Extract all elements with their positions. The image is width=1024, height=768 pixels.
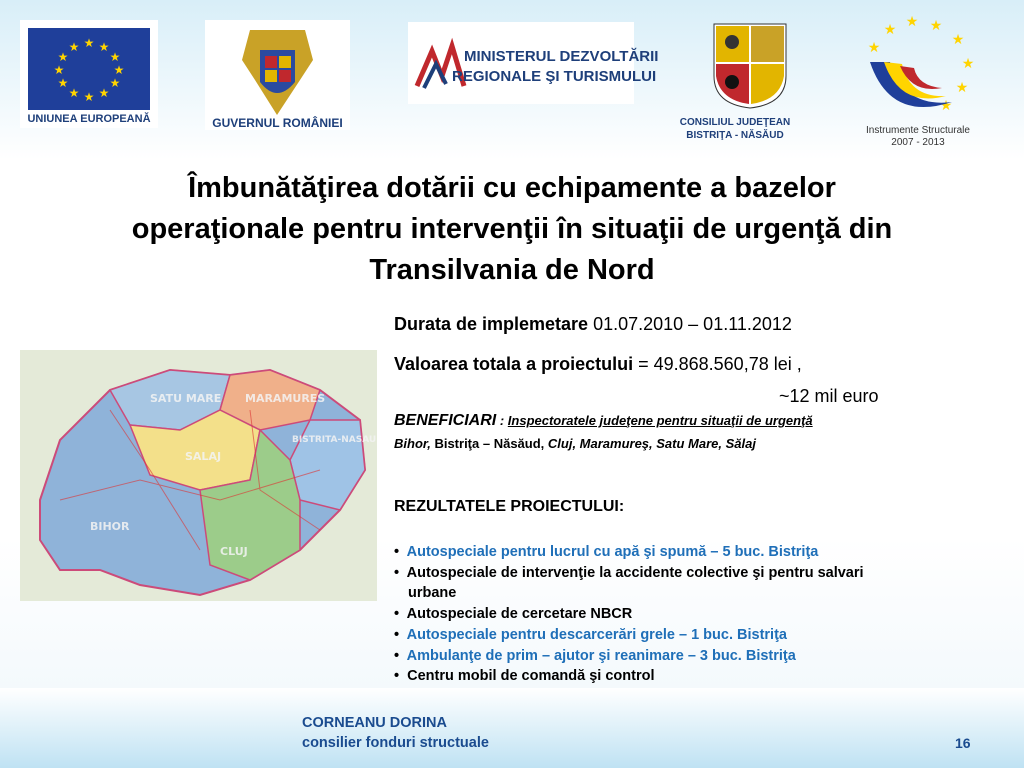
beneficiari-row bbox=[394, 412, 813, 430]
duration-label: Durata de implemetare bbox=[394, 314, 589, 334]
ministry-logo bbox=[408, 22, 659, 104]
beneficiari-label: BENEFICIARI bbox=[394, 412, 497, 429]
slide-title bbox=[40, 168, 984, 291]
coat-of-arms-icon bbox=[205, 20, 350, 120]
instruments-caption-line1: Instrumente Structurale bbox=[866, 125, 970, 136]
result-item bbox=[394, 668, 654, 684]
eu-logo bbox=[20, 20, 158, 128]
counties-row bbox=[394, 436, 756, 451]
svg-text:★: ★ bbox=[867, 40, 881, 56]
eu-caption: UNIUNEA EUROPEANĂ bbox=[27, 113, 151, 125]
svg-text:★: ★ bbox=[57, 76, 69, 90]
bullet: • bbox=[394, 565, 400, 581]
svg-text:★: ★ bbox=[57, 50, 69, 64]
svg-text:★: ★ bbox=[961, 56, 975, 72]
result-item-text: Autospeciale pentru descarcerări grele – 1 buc. Bistriţa bbox=[406, 627, 787, 643]
value-row bbox=[394, 354, 802, 375]
duration-value: 01.07.2010 – 01.11.2012 bbox=[588, 314, 792, 334]
map-label-cluj: CLUJ bbox=[220, 545, 248, 558]
government-caption: GUVERNUL ROMÂNIEI bbox=[212, 116, 343, 130]
bullet: • bbox=[394, 648, 400, 664]
structural-instruments-logo bbox=[860, 12, 980, 122]
svg-text:★: ★ bbox=[109, 50, 121, 64]
svg-text:★: ★ bbox=[883, 22, 897, 38]
duration-row bbox=[394, 314, 792, 335]
map-label-salaj: SALAJ bbox=[185, 450, 222, 463]
value-value: = 49.868.560,78 lei , bbox=[633, 354, 802, 374]
region-map bbox=[20, 350, 377, 601]
bullet: • bbox=[394, 544, 400, 560]
result-item bbox=[394, 648, 796, 664]
svg-text:★: ★ bbox=[939, 98, 953, 114]
result-item-text: Ambulanţe de prim – ajutor şi reanimare – 3 buc. Bistriţa bbox=[406, 648, 796, 664]
title-line2: operaţionale pentru intervenţii în situaţii de urgenţă din bbox=[131, 213, 893, 245]
result-item bbox=[394, 606, 632, 622]
svg-text:★: ★ bbox=[109, 76, 121, 90]
result-item-text: Autospeciale pentru lucrul cu apă şi spumă – 5 buc. Bistriţa bbox=[406, 544, 819, 560]
svg-text:★: ★ bbox=[68, 86, 80, 100]
title-line1: Îmbunătăţirea dotării cu echipamente a bazelor bbox=[188, 172, 836, 204]
map-label-bistrita: BISTRITA-NASAUD bbox=[292, 435, 377, 445]
footer-background bbox=[0, 688, 1024, 768]
bullet: • bbox=[394, 627, 400, 643]
county-shield-icon bbox=[710, 20, 790, 110]
ministry-line1: MINISTERUL DEZVOLTĂRII bbox=[464, 48, 659, 65]
value-euro: ~12 mil euro bbox=[779, 386, 879, 406]
svg-text:★: ★ bbox=[113, 63, 125, 77]
bullet: • bbox=[394, 606, 400, 622]
result-item bbox=[394, 544, 818, 560]
svg-text:★: ★ bbox=[83, 36, 95, 50]
results-title: REZULTATELE PROIECTULUI: bbox=[394, 498, 625, 515]
bullet: • bbox=[394, 668, 400, 684]
council-caption-line1: CONSILIUL JUDEŢEAN bbox=[679, 117, 791, 128]
svg-text:★: ★ bbox=[905, 14, 919, 30]
result-item bbox=[394, 627, 787, 643]
page-number: 16 bbox=[955, 735, 971, 751]
svg-text:★: ★ bbox=[53, 63, 65, 77]
county-others: Cluj, Maramureş, Satu Mare, Sălaj bbox=[544, 436, 756, 451]
ministry-emblem-icon bbox=[412, 36, 472, 96]
result-item-text: Autospeciale de intervenţie la accidente colective şi pentru salvari bbox=[406, 565, 864, 581]
result-item-text: Centru mobil de comandă şi control bbox=[407, 668, 655, 684]
beneficiari-colon: : bbox=[496, 413, 508, 428]
map-illustration bbox=[20, 350, 377, 601]
map-label-satu-mare: SATU MARE bbox=[150, 392, 222, 405]
result-item-continuation: urbane bbox=[408, 585, 457, 601]
svg-text:★: ★ bbox=[83, 90, 95, 104]
county-bihor: Bihor, bbox=[394, 436, 431, 451]
svg-text:★: ★ bbox=[929, 18, 943, 34]
instruments-caption-line2: 2007 - 2013 bbox=[891, 137, 945, 148]
author-role: consilier fonduri structuale bbox=[302, 735, 489, 751]
svg-text:★: ★ bbox=[955, 80, 969, 96]
result-item-text: Autospeciale de cercetare NBCR bbox=[406, 606, 633, 622]
eu-flag-icon bbox=[20, 20, 158, 128]
author-name: CORNEANU DORINA bbox=[302, 715, 447, 731]
result-item bbox=[394, 565, 864, 581]
county-bistrita: Bistriţa – Năsăud, bbox=[430, 436, 545, 451]
value-label: Valoarea totala a proiectului bbox=[394, 354, 634, 374]
stars-swoosh-icon bbox=[860, 12, 980, 122]
council-caption-line2: BISTRIŢA - NĂSĂUD bbox=[686, 130, 784, 141]
footer-author bbox=[302, 713, 489, 753]
ministry-line2: REGIONALE ŞI TURISMULUI bbox=[452, 68, 657, 85]
government-logo bbox=[205, 20, 350, 130]
svg-text:★: ★ bbox=[951, 32, 965, 48]
svg-text:★: ★ bbox=[98, 40, 110, 54]
map-label-bihor: BIHOR bbox=[90, 520, 130, 533]
map-label-maramures: MARAMURES bbox=[245, 392, 326, 405]
svg-text:★: ★ bbox=[98, 86, 110, 100]
title-line3: Transilvania de Nord bbox=[369, 254, 655, 286]
svg-text:★: ★ bbox=[68, 40, 80, 54]
beneficiari-value: Inspectoratele judeţene pentru situaţii de urgenţă bbox=[507, 413, 813, 428]
county-council-logo bbox=[710, 20, 790, 110]
